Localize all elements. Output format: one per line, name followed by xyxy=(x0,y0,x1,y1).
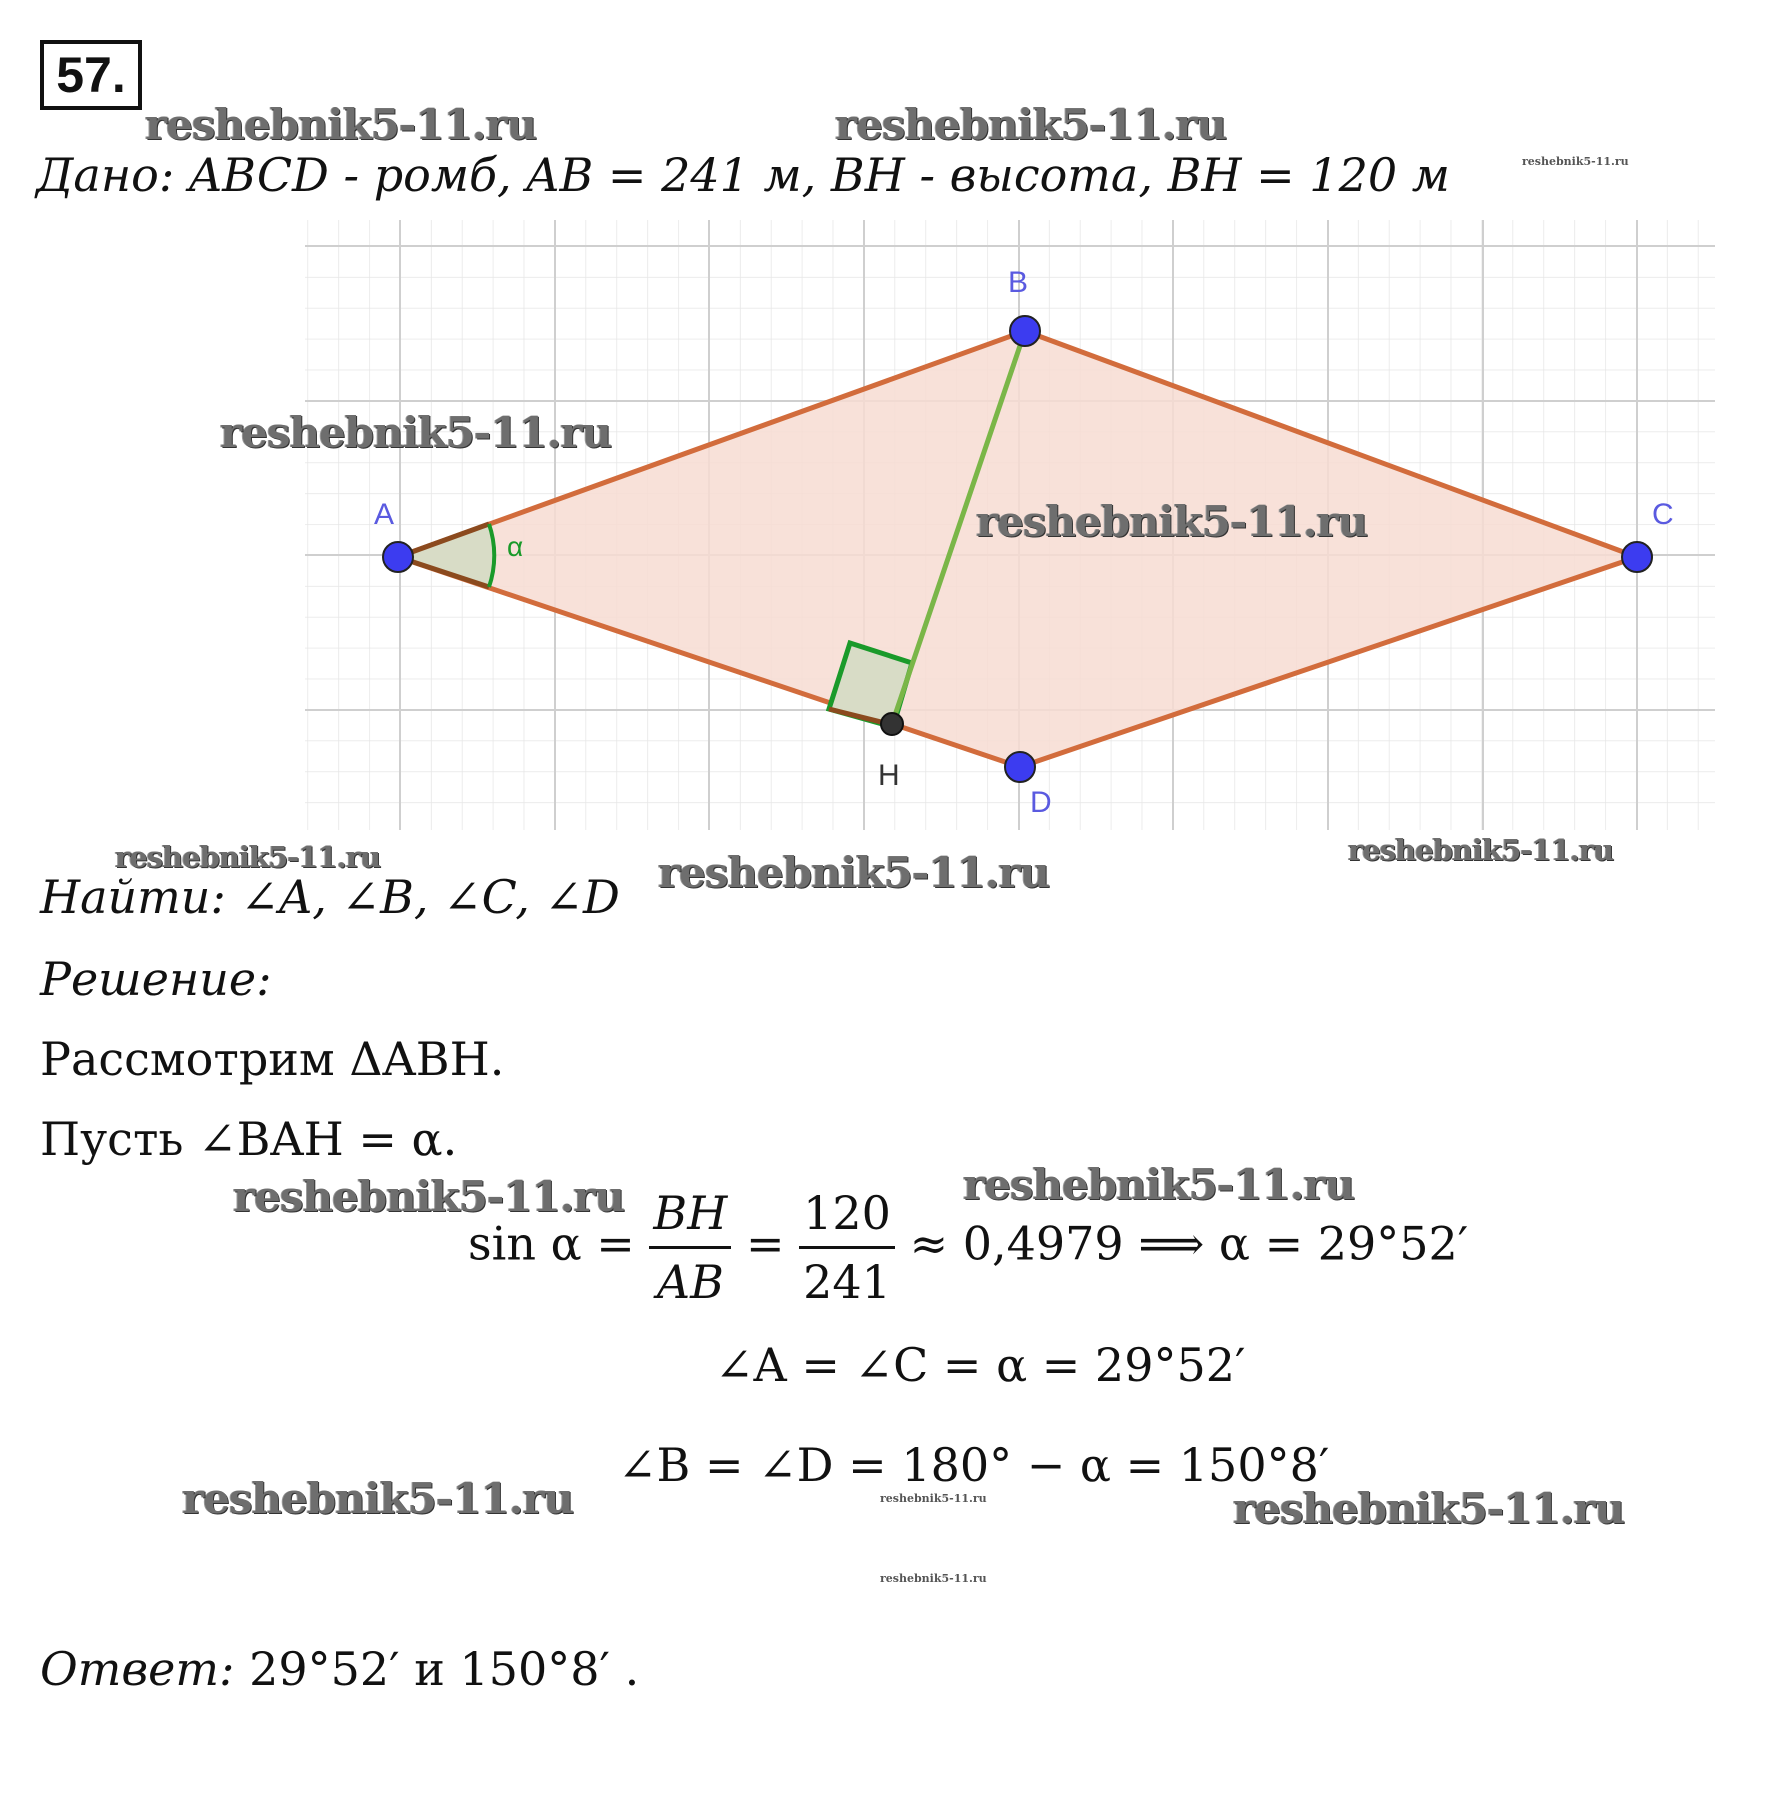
formula-lhs: sin α = xyxy=(468,1216,635,1271)
angle-alpha-label: α xyxy=(507,531,524,562)
fraction-120-241 xyxy=(799,1186,895,1309)
problem-number: 57. xyxy=(40,40,142,110)
watermark: reshebnik5-11.ru xyxy=(1522,155,1629,168)
point-C xyxy=(1622,542,1652,572)
formula-angles-b-d: ∠B = ∠D = 180° − α = 150°8′ xyxy=(618,1438,1330,1492)
answer-line xyxy=(40,1642,639,1696)
point-H xyxy=(881,713,903,735)
formula-angles-a-c: ∠A = ∠C = α = 29°52′ xyxy=(715,1338,1246,1392)
watermark: reshebnik5-11.ru xyxy=(220,408,612,457)
watermark: reshebnik5-11.ru xyxy=(880,1492,987,1505)
solution-step-2: Пусть ∠BAH = α. xyxy=(40,1112,458,1166)
watermark: reshebnik5-11.ru xyxy=(976,497,1368,546)
watermark: reshebnik5-11.ru xyxy=(1233,1484,1625,1533)
label-B: B xyxy=(1008,266,1029,299)
watermark: reshebnik5-11.ru xyxy=(963,1160,1355,1209)
label-D: D xyxy=(1030,786,1052,819)
formula-sin-alpha xyxy=(468,1186,1468,1309)
point-B xyxy=(1010,316,1040,346)
given-label: Дано xyxy=(36,148,159,202)
fraction-numerator: BH xyxy=(649,1186,731,1249)
formula-equals: = xyxy=(745,1216,785,1271)
find-line xyxy=(40,870,620,924)
fraction-numerator: 120 xyxy=(799,1186,895,1249)
watermark: reshebnik5-11.ru xyxy=(658,848,1050,897)
label-A: A xyxy=(374,498,395,531)
watermark: reshebnik5-11.ru xyxy=(1348,833,1614,867)
point-D xyxy=(1005,752,1035,782)
watermark: reshebnik5-11.ru xyxy=(115,840,381,874)
watermark: reshebnik5-11.ru xyxy=(835,100,1227,149)
watermark: reshebnik5-11.ru xyxy=(182,1474,574,1523)
solution-label: Решение: xyxy=(40,952,272,1006)
label-H: H xyxy=(878,759,900,792)
find-text: : ∠A, ∠B, ∠C, ∠D xyxy=(210,870,620,924)
point-A xyxy=(383,542,413,572)
label-C: C xyxy=(1652,498,1674,531)
solution-step-1: Рассмотрим ΔABH. xyxy=(40,1032,505,1086)
fraction-denominator: 241 xyxy=(803,1255,891,1309)
watermark: reshebnik5-11.ru xyxy=(145,100,537,149)
fraction-denominator: AB xyxy=(656,1255,724,1309)
find-label: Найти xyxy=(40,870,211,924)
watermark: reshebnik5-11.ru xyxy=(880,1572,987,1585)
formula-rhs: ≈ 0,4979 ⟹ α = 29°52′ xyxy=(909,1216,1469,1271)
answer-text: 29°52′ и 150°8′ . xyxy=(249,1642,640,1696)
fraction-bh-ab xyxy=(649,1186,731,1309)
watermark: reshebnik5-11.ru xyxy=(233,1172,625,1221)
answer-label: Ответ: xyxy=(40,1642,235,1696)
given-text: : ABCD - ромб, AB = 241 м, BH - высота, BH = 120 м xyxy=(158,148,1450,202)
